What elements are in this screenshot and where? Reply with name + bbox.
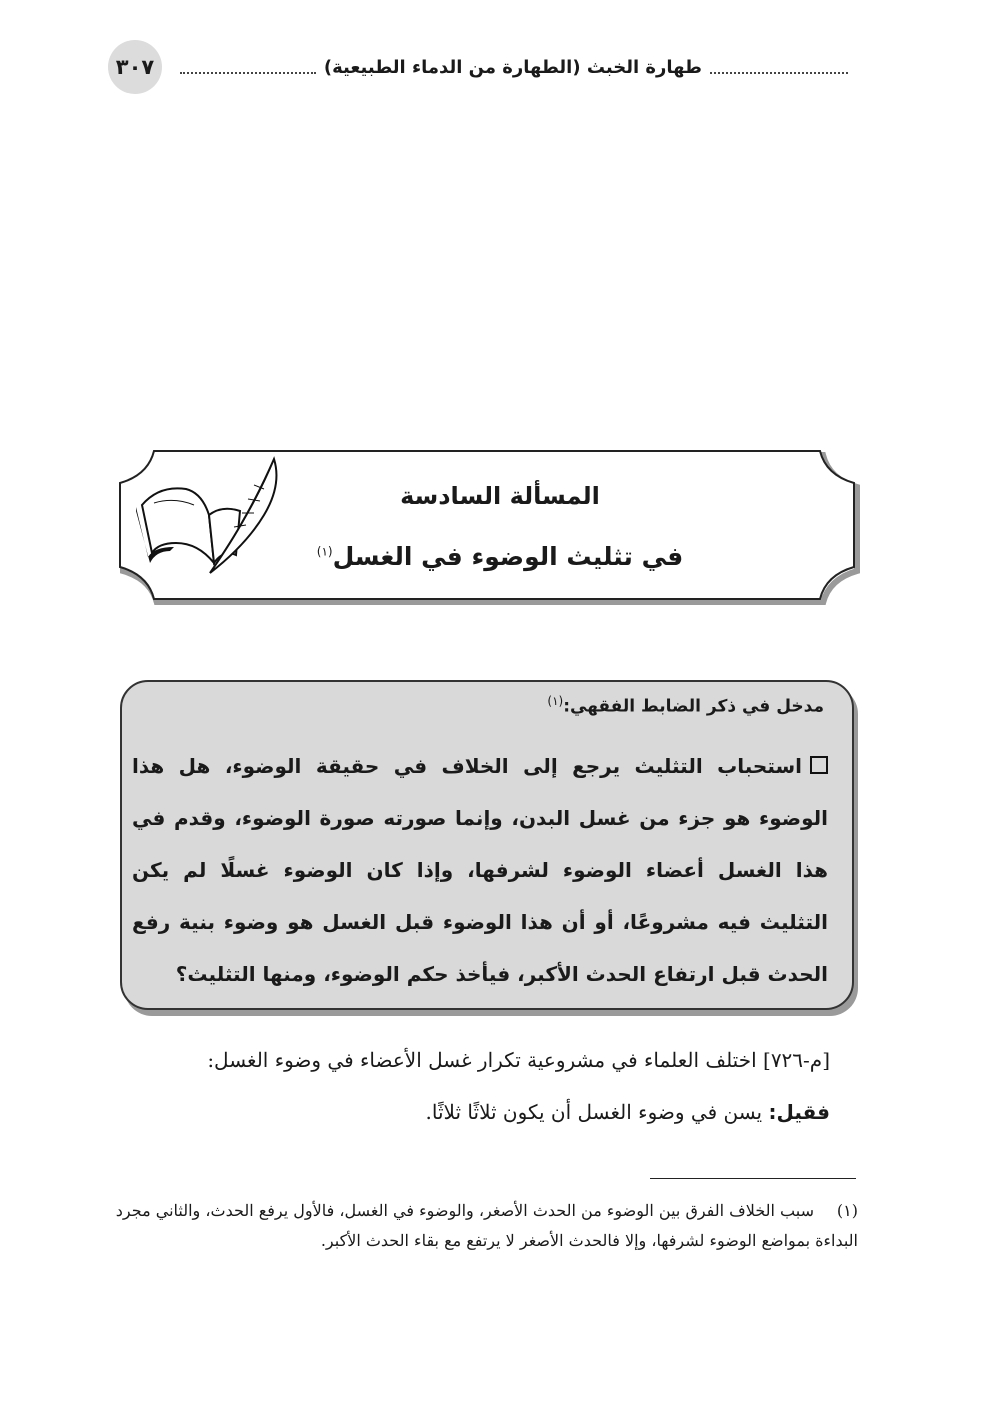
intro-text: استحباب التثليث يرجع إلى الخلاف في حقيقة الوضوء، هل هذا الوضوء هو جزء من غسل البدن، وإنما صورته صورة الوضوء، وقدم في هذا الغسل أعضاء الوضوء لشرفها، وإذا كان الوضوء غسلًا لم يكن التثليث فيه مشروعًا، أو أن هذا الوضوء قبل الغسل هو وضوء بنية رفع الحدث قبل ارتفاع الحدث الأكبر، فيأخذ حكم الوضوء، ومنها التثليث؟	[132, 754, 828, 986]
running-title-row	[180, 52, 848, 82]
page-header	[108, 40, 848, 96]
running-title: طهارة الخبث (الطهارة من الدماء الطبيعية)	[323, 56, 702, 78]
section-subtitle-text: في تثليث الوضوء في الغسل	[332, 542, 684, 571]
body-paragraph	[118, 1086, 830, 1138]
checkbox-icon	[810, 756, 828, 774]
dotted-leader-left	[180, 72, 316, 74]
opinion-label: فقيل:	[768, 1100, 830, 1124]
body-paragraph: [م-٧٢٦] اختلف العلماء في مشروعية تكرار غسل الأعضاء في وضوء الغسل:	[207, 1048, 830, 1072]
footnote-separator	[650, 1178, 856, 1179]
footnote-ref[interactable]: (١)	[547, 694, 564, 708]
intro-heading-text: مدخل في ذكر الضابط الفقهي:	[563, 696, 824, 717]
opinion-text: يسن في وضوء الغسل أن يكون ثلاثًا ثلاثًا.	[425, 1100, 769, 1124]
intro-heading	[547, 694, 824, 717]
intro-text-block	[132, 740, 828, 1000]
footnote-ref[interactable]: (١)	[316, 544, 333, 559]
section-subtitle	[300, 542, 700, 571]
body-text	[118, 1034, 830, 1138]
section-title: المسألة السادسة	[400, 482, 600, 510]
intro-box	[120, 680, 854, 1010]
dotted-leader-right	[710, 72, 848, 74]
footnote-text: سبب الخلاف الفرق بين الوضوء من الحدث الأصغر، والوضوء في الغسل، فالأول يرفع الحدث، والثاني مجرد البداءة بمواضع الوضوء لشرفها، وإلا فالحدث الأصغر لا يرتفع مع بقاء الحدث الأكبر.	[115, 1201, 858, 1250]
page-number: ٣٠٧	[108, 40, 162, 94]
section-title-frame	[114, 445, 860, 605]
footnote-marker: (١)	[836, 1201, 858, 1220]
footnote	[112, 1196, 858, 1256]
